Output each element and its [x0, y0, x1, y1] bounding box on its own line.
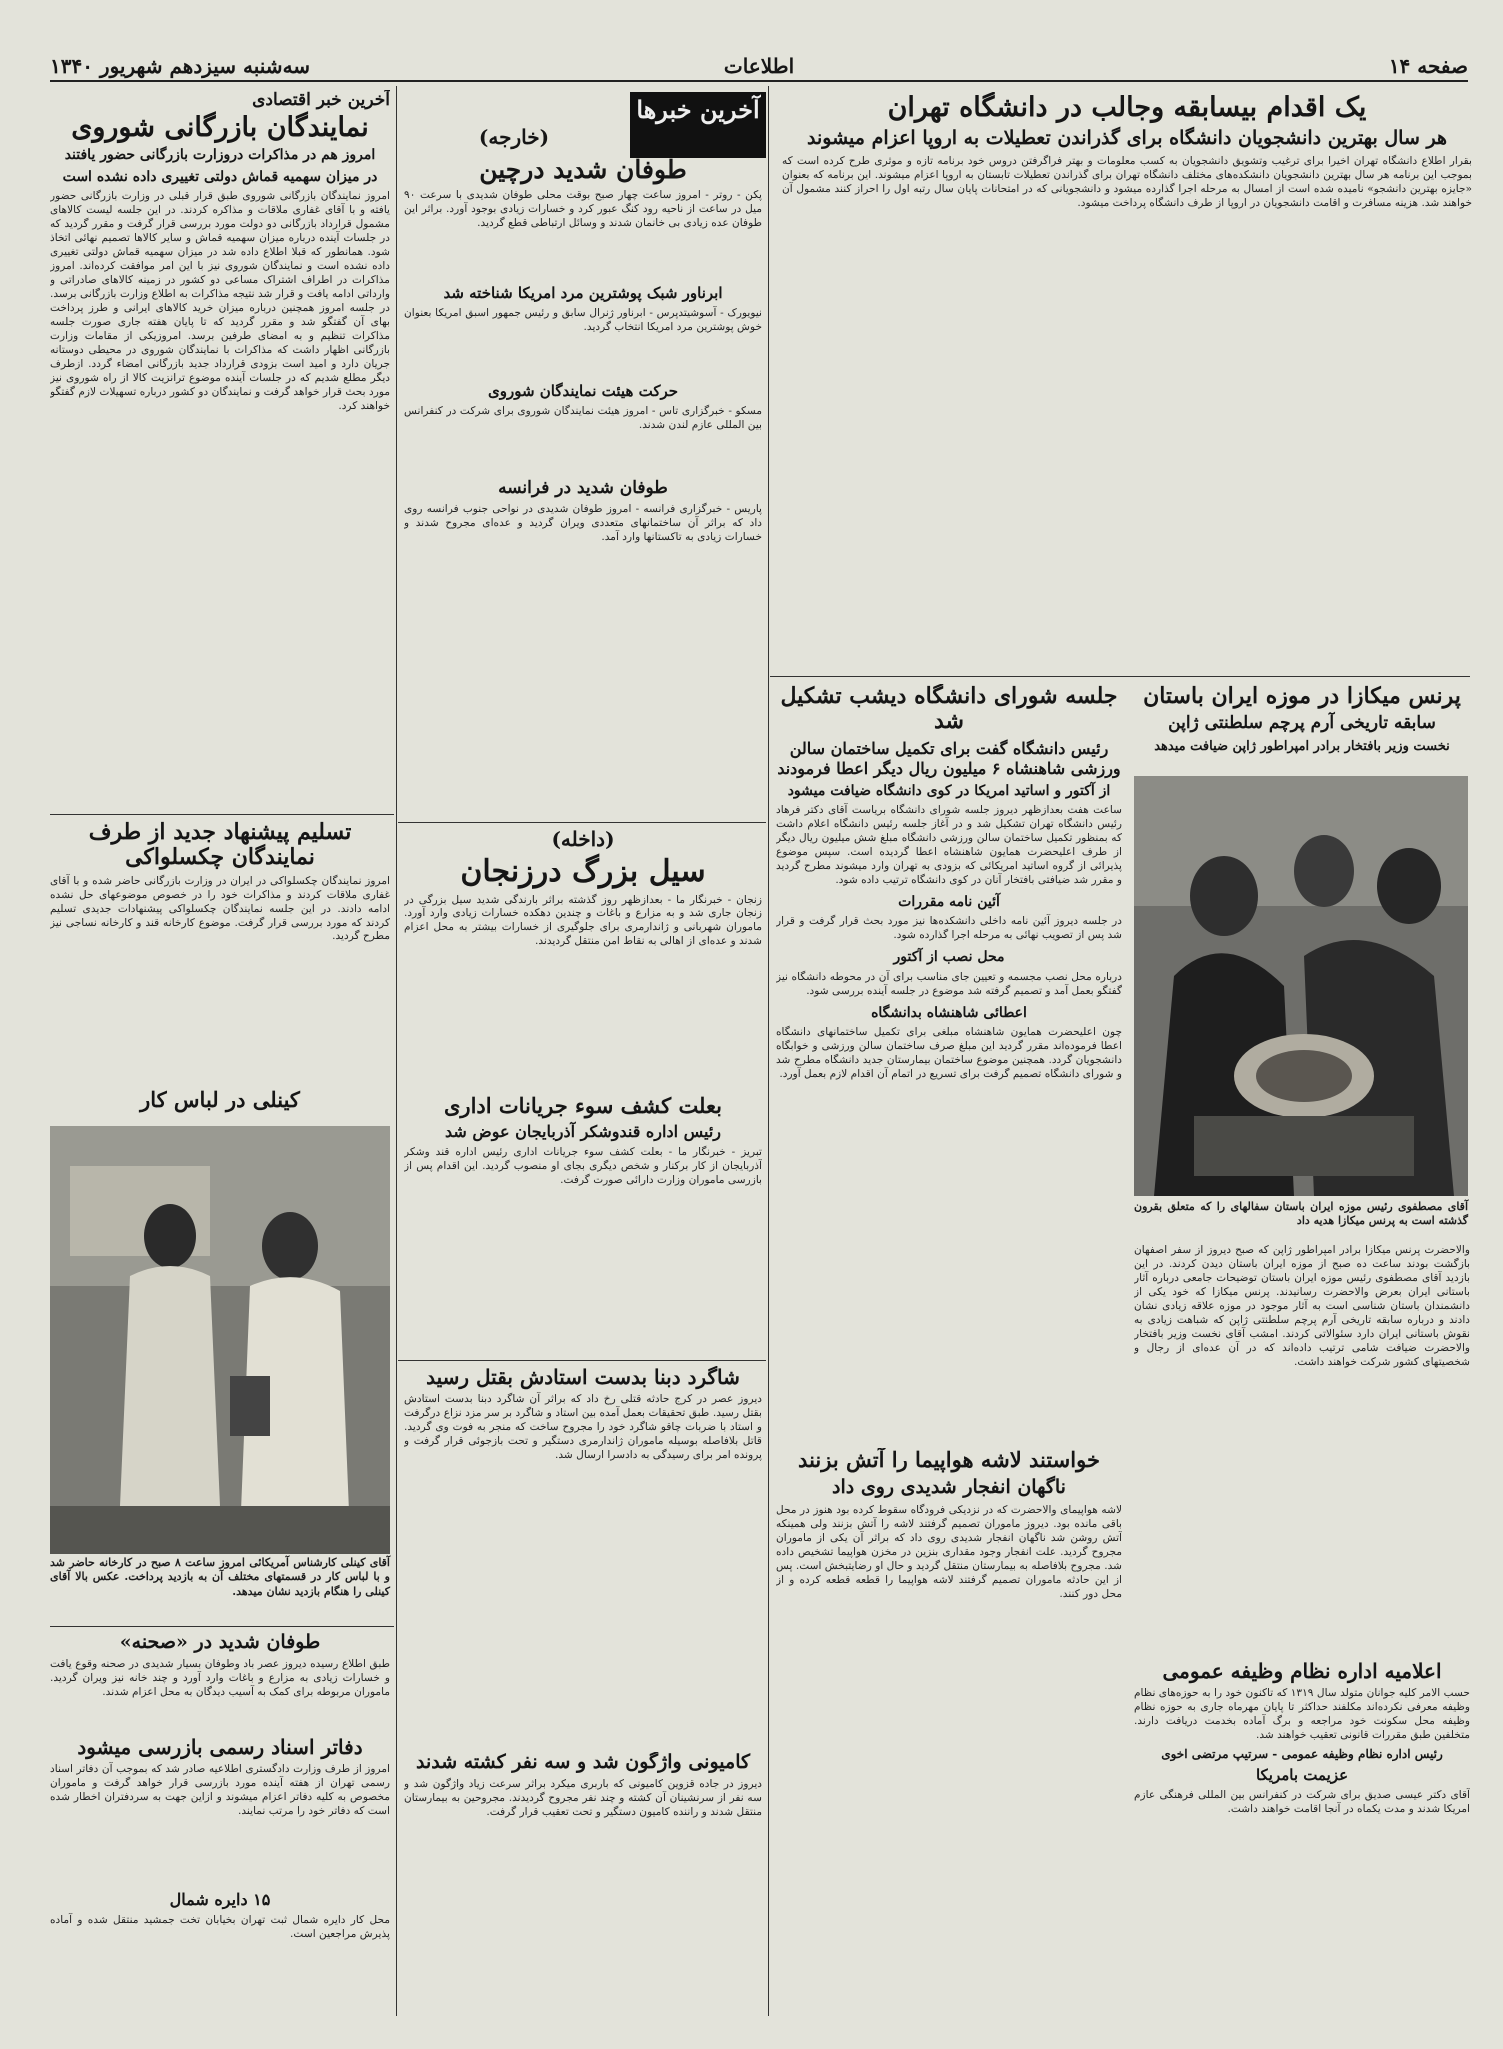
kinley-photo-caption: آقای کینلی کارشناس آمریکائی امروز ساعت ۸ صبح در کارخانه حاضر شد و با لباس کار در قسمتهای مختلف آن به بازدید پرداخت. عکس بالا آقای کینلی را هنگام بازدید نشان میدهد.	[50, 1556, 390, 1598]
prince-headline: پرنس میکازا در موزه ایران باستان	[1143, 684, 1461, 709]
article-plane-wreck	[776, 1448, 1122, 1968]
truck-body: دیروز در جاده قزوین کامیونی که باربری میکرد براثر سرعت زیاد واژگون شد و سه نفر از سرنشینان آن کشته و چند نفر مجروح گردیدند. مجروحین به بیمارستان منتقل شدند و راننده کامیون دستگیر و تحت تعقیب قرار گرفت.	[404, 1777, 762, 1818]
council-subhead-2: از آکتور و اساتید امریکا در کوی دانشگاه ضیافت میشود	[787, 782, 1111, 799]
notary-body: امروز از طرف وزارت دادگستری اطلاعیه صادر شد که بموجب آن دفاتر اسناد رسمی تهران از هفته آینده مورد بازرسی قرار خواهد گرفت و ماموران مخصوص به کلیه دفاتر اعزام میشوند و ازاین جهت به سردفتران اخطار شده است که دفاتر خود را مرتب نمایند.	[50, 1763, 390, 1817]
article-truck-accident	[404, 1752, 762, 1968]
column-divider-right	[768, 86, 769, 2016]
council-subhead: رئیس دانشگاه گفت برای تکمیل ساختمان سالن ورزشی شاهنشاه ۶ میلیون ریال دیگر اعطا فرمودند	[777, 738, 1121, 778]
article-university-subhead: هر سال بهترین دانشجویان دانشگاه برای گذراندن تعطیلات به اروپا اعزام میشوند	[807, 127, 1447, 150]
plane-headline: خواستند لاشه هواپیما را آتش بزنند	[798, 1448, 1100, 1472]
conscription-signature: رئیس اداره نظام وظیفه عمومی - سرتیپ مرتضی اخوی	[1161, 1746, 1443, 1761]
council-section-grant: اعطائی شاهنشاه بدانشگاه	[871, 1004, 1027, 1021]
article-sugar-office	[404, 1094, 762, 1354]
conscription-body: حسب الامر کلیه جوانان متولد سال ۱۳۱۹ که تاکنون خود را به حوزه‌های نظام وظیفه معرفی نکرده‌اند مکلفند حداکثر تا پایان مهرماه جاری به حوزه نظام وظیفه محل سکونت خود مراجعه و برگ آماده بخدمت دریافت دارند. متخلفین طبق مقررات قانونی تعقیب خواهند شد.	[1134, 1687, 1470, 1741]
council-regulations-body: در جلسه دیروز آئین نامه داخلی دانشکده‌ها نیز مورد بحث قرار گرفت و قرار شد پس از تصویب نهائی به مرحله اجرا گذارده شود.	[776, 915, 1122, 942]
travel-headline: عزیمت بامریکا	[1255, 1765, 1349, 1784]
column-divider-left	[396, 86, 397, 2016]
czech-body: امروز نمایندگان چکسلواکی در ایران در وزارت بازرگانی حاضر شده و با آقای غفاری ملاقات کردند و مذاکرات خود را در خصوص موضوعهای حل نشده ادامه دادند. در این جلسه نمایندگان چکسلواکی پیشنهادات جدیدی تسلیم کردند که مورد بررسی قرار گرفت. موضوع کارخانه قند و کارخانه نساجی نیز مطرح گردید.	[50, 874, 390, 943]
article-university-council	[776, 684, 1122, 1444]
soviet-delegation-body: مسکو - خبرگزاری تاس - امروز هیئت نمایندگان شوروی برای شرکت در کنفرانس بین المللی عازم لندن شدند.	[404, 404, 762, 431]
eisenhower-body: نیویورک - آسوشیتدپرس - ابرناور ژنرال سابق و رئیس جمهور اسبق امریکا بعنوان خوش پوشترین مرد امریکا انتخاب گردید.	[404, 306, 762, 333]
zanjan-flood-headline: سیل بزرگ درزنجان	[460, 854, 706, 889]
france-storm-body: پاریس - خبرگزاری فرانسه - امروز طوفان شدیدی در نواحی جنوب فرانسه روی داد که براثر آن ساختمانهای متعددی ویران گردید و عده‌ای مجروح شدند و خسارات زیادی به تاکستانها وارد آمد.	[404, 503, 762, 544]
article-university-headline: یک اقدام بیسابقه وجالب در دانشگاه تهران	[887, 92, 1367, 123]
conscription-headline: اعلامیه اداره نظام وظیفه عمومی	[1162, 1660, 1442, 1683]
masthead	[50, 52, 1468, 82]
foreign-section-label-block	[404, 92, 624, 156]
article-soviet-trade	[50, 90, 390, 810]
article-soviet-delegation	[404, 382, 762, 472]
section-foreign: (خارجه)	[478, 125, 550, 149]
divider	[770, 676, 1470, 677]
article-notary-inspection	[50, 1736, 390, 1886]
section-domestic: (داخله)	[551, 828, 615, 851]
divider	[50, 814, 394, 815]
plane-subhead: ناگهان انفجار شدیدی روی داد	[832, 1476, 1066, 1499]
soviet-trade-subhead-2: در میزان سهمیه قماش دولتی تغییری داده نشده است	[62, 168, 378, 185]
kinley-title-block	[50, 1088, 390, 1122]
council-headline: جلسه شورای دانشگاه دیشب تشکیل شد	[780, 684, 1118, 735]
sugar-office-body: تبریز - خبرنگار ما - بعلت کشف سوء جریانات اداری رئیس اداره قند وشکر آذربایجان از کار برکنار و شخص دیگری بجای او منصوب گردید. این اقدام پس از بازرسی ماموران وزارت دارائی صورت گرفت.	[404, 1146, 762, 1187]
eisenhower-headline: ابرناور شبک پوشترین مرد امریکا شناخته شد	[443, 284, 723, 302]
sahneh-body: طبق اطلاع رسیده دیروز عصر باد وطوفان بسیار شدیدی در صحنه وقوع یافت و خسارات زیادی به مزارع و باغات وارد آورد و چند خانه نیز ویران گردید. ماموران مربوطه برای کمک به آسیب دیدگان به محل اعزام شدند.	[50, 1657, 390, 1698]
article-eisenhower	[404, 284, 762, 376]
article-france-storm	[404, 478, 762, 818]
issue-date: سه‌شنبه سیزدهم شهریور ۱۳۴۰	[50, 54, 311, 78]
article-north-registry	[50, 1890, 390, 1968]
kinley-photo-image	[50, 1126, 390, 1554]
prince-museum-photo	[1134, 776, 1468, 1196]
article-zanjan-flood	[404, 828, 762, 1088]
council-section-install: محل نصب از آکتور	[893, 949, 1005, 966]
truck-headline: کامیونی واژگون شد و سه نفر کشته شدند	[415, 1752, 751, 1773]
divider	[398, 822, 766, 823]
article-czech-proposal	[50, 820, 390, 1084]
france-storm-headline: طوفان شدید در فرانسه	[498, 478, 668, 498]
prince-subhead-2: نخست وزیر بافتخار برادر امپراطور ژاپن ضیافت میدهد	[1154, 738, 1450, 754]
article-university-body: بقرار اطلاع دانشگاه تهران اخیرا برای ترغیب وتشویق دانشجویان به کسب معلومات و بهتر فراگرفتن دروس خود برنامه تازه و موثری طرح کرده است که بموجب این برنامه هر سال بهترین دانشجویان دانشکده‌های مختلف دانشگاه تهران برای گذراندن تعطیلات تابستان به اروپا اعزام میشوند. این برنامه که بعنوان «جایزه بهترین دانشجو» نامیده شده است از امسال به مرحله اجرا گذارده میشود و دانشجویانی که در امتحانات پایان سال رتبه اول را احراز کنند مشمول آن خواهند شد. هزینه مسافرت و اقامت دانشجویان در اروپا از طرف دانشگاه پرداخت میشود.	[782, 154, 1472, 209]
page-number: صفحه ۱۴	[1388, 54, 1468, 78]
china-storm-body: پکن - روتر - امروز ساعت چهار صبح بوقت محلی طوفان شدیدی با سرعت ۹۰ میل در ساعت از ناحیه رود کنگ عبور کرد و خسارات زیادی بوجود آورد. براثر این طوفان عده زیادی بی خانمان شدند و وسائل ارتباطی قطع گردید.	[404, 188, 762, 229]
article-conscription	[1134, 1660, 1470, 1970]
sahneh-headline: طوفان شدید در «صحنه»	[119, 1632, 321, 1653]
north-registry-headline: ۱۵ دایره شمال	[169, 1890, 271, 1909]
council-body: ساعت هفت بعدازظهر دیروز جلسه شورای دانشگاه بریاست آقای دکتر فرهاد رئیس دانشگاه تهران تشکیل شد و در آغاز جلسه رئیس دانشگاه اعلام داشت که بمنظور تکمیل ساختمان سالن ورزشی دانشگاه مبلغ شش میلیون ریال دیگر از طرف اعلیحضرت همایون شاهنشاه اعطا گردیده است. سپس موضوع پذیرائی از گروه اساتید امریکائی که بزودی به تهران وارد میشوند مطرح گردید و مقرر شد ضیافتی بافتخار آنان در کوی دانشگاه ترتیب داده شود.	[776, 804, 1122, 886]
kinley-photo	[50, 1126, 390, 1554]
notary-headline: دفاتر اسناد رسمی بازرسی میشود	[77, 1736, 363, 1759]
prince-body-text: والاحضرت پرنس میکازا برادر امپراطور ژاپن که صبح دیروز از سفر اصفهان بازگشت بودند ساعت ده صبح از موزه ایران باستان دیدن کردند. در این بازدید آقای مصطفوی رئیس موزه ایران باستان توضیحات جامعی درباره آثار باستانی ایران بعرض والاحضرت رسانیدند. پرنس میکازا که خود یکی از دانشمندان باستان شناسی است به آثار موجود در موزه علاقه زیادی نشان دادند و درباره سابقه تاریخی آرم پرچم سلطنتی ژاپن که شباهت زیادی به نقوش باستانی ایران دارد سئوالاتی کردند. امشب آقای نخست وزیر بافتخار والاحضرت ضیافت شامی ترتیب داده‌اند که در آن عده‌ای از رجال و شخصیتهای کشور شرکت خواهند داشت.	[1134, 1244, 1470, 1368]
council-install-body: درباره محل نصب مجسمه و تعیین جای مناسب برای آن در محوطه دانشگاه نیز گفتگو بعمل آمد و تصمیم گرفته شد موضوع در جلسه آینده بررسی شود.	[776, 970, 1122, 997]
sugar-office-headline: بعلت کشف سوء جریانات اداری	[443, 1094, 722, 1118]
article-china-storm	[404, 156, 762, 276]
soviet-delegation-headline: حرکت هیئت نمایندگان شوروی	[487, 382, 679, 400]
prince-photo-caption: آقای مصطفوی رئیس موزه ایران باستان سفالهای را که متعلق بقرون گذشته است به پرنس میکازا هدیه داد	[1134, 1200, 1468, 1228]
zanjan-flood-body: زنجان - خبرنگار ما - بعدازظهر روز گذشته براثر بارندگی شدید سیل بزرگی در زنجان جاری شد و به مزارع و باغات و چندین دهکده خسارات زیادی وارد آورد. ماموران شهربانی و ژاندارمری برای جلوگیری از خسارات بیشتر به محل اعزام شدند و عده‌ای از اهالی به نقاط امن منتقل گردیدند.	[404, 893, 762, 948]
council-section-regulations: آئین نامه مقررات	[898, 893, 1000, 910]
soviet-trade-body: امروز نمایندگان بازرگانی شوروی طبق قرار قبلی در وزارت بازرگانی حضور یافته و با آقای غفاری ملاقات و مذاکره کردند. در این جلسه لیست کالاهای مشمول قرارداد بازرگانی دو دولت مورد بررسی قرار گرفت و مقرر گردید که در جلسات آینده درباره میزان سهمیه قماش و سایر کالاها تصمیم نهائی اتخاذ شود. همانطور که قبلا اطلاع داده شد در میزان سهمیه قماش دولتی تغییری داده نشده است و نمایندگان شوروی نیز با این امر موافقت کرده‌اند. امروز مذاکرات در اطراف اشتراک مساعی دو کشور در زمینه کالاهای صادراتی و وارداتی ادامه یافت و قرار شد نتیجه مذاکرات به اطلاع وزارت بازرگانی برسد. در جلسه امروز همچنین درباره میزان خرید کالاهای ایرانی و طرز پرداخت بهای آن گفتگو شد و مقرر گردید که تا پایان هفته جاری صورت جلسه مذاکرات تنظیم و به امضای طرفین برسد. امروزیکی از مقامات وزارت بازرگانی اظهار داشت که مذاکرات با نمایندگان شوروی در محیطی دوستانه جریان دارد و امید است بزودی قرارداد جدید بازرگانی امضاء گردد. ازطرف دیگر مطلع شدیم که در جلسات آینده موضوع ترانزیت کالا از راه شوروی نیز مورد بحث قرار خواهد گرفت و نمایندگان دو کشور درباره تسهیلات لازم گفتگو خواهند کرد.	[50, 190, 390, 412]
north-registry-body: محل کار دایره شمال ثبت تهران بخیابان تخت جمشید منتقل شده و آماده پذیرش مراجعین است.	[50, 1914, 390, 1940]
soviet-trade-kicker: آخرین خبر اقتصادی	[252, 90, 390, 110]
china-storm-headline: طوفان شدید درچین	[479, 156, 687, 184]
kinley-photo-title: کینلی در لباس کار	[140, 1088, 300, 1112]
article-sahneh-storm	[50, 1632, 390, 1732]
murder-headline: شاگرد دبنا بدست استادش بقتل رسید	[426, 1366, 740, 1389]
council-grant-body: چون اعلیحضرت همایون شاهنشاه مبلغی برای تکمیل ساختمانهای دانشگاه اعطا فرموده‌اند مقرر گردید این مبلغ صرف ساختمان سالن ورزشی و خوابگاه دانشجویان گردد. همچنین موضوع ساختمان بیمارستان جدید دانشگاه مطرح شد و شورای دانشگاه تصمیم گرفت برای تسریع در اتمام آن اقدام لازم بعمل آورد.	[776, 1026, 1122, 1081]
article-university	[782, 92, 1472, 672]
article-apprentice-murder	[404, 1366, 762, 1746]
soviet-trade-headline: نمایندگان بازرگانی شوروی	[71, 112, 369, 143]
latest-news-badge: آخرین خبرها	[630, 92, 766, 158]
prince-photo-image	[1134, 776, 1468, 1196]
divider	[50, 1626, 394, 1627]
sugar-office-subhead: رئیس اداره قندوشکر آذربایجان عوض شد	[444, 1122, 722, 1142]
plane-body: لاشه هواپیمای والاحضرت که در نزدیکی فرودگاه سقوط کرده بود هنوز در محل باقی مانده بود. دیروز ماموران تصمیم گرفتند لاشه را آتش بزنند ولی همینکه آتش روشن شد ناگهان انفجار شدیدی روی داد که براثر آن یکی از ماموران مجروح گردید. علت انفجار وجود مقداری بنزین در مخزن هواپیما تشخیص داده شد. مجروح بلافاصله به بیمارستان منتقل گردید و حال او رضایتبخش است. پس از این حادثه ماموران تصمیم گرفتند لاشه هواپیما را قطعه قطعه کرده و از محل دور کنند.	[776, 1503, 1122, 1600]
prince-article-body	[1134, 1244, 1470, 1654]
murder-body: دیروز عصر در کرج حادثه قتلی رخ داد که براثر آن شاگرد دبنا بدست استادش بقتل رسید. طبق تحقیقات بعمل آمده بین استاد و شاگرد بر سر مزد نزاع درگرفت و استاد با ضربات چاقو شاگرد خود را مجروح ساخت که منجر به فوت وی گردید. قاتل بلافاصله بوسیله ماموران ژاندارمری دستگیر و تحت بازجوئی قرار گرفت و پرونده امر برای رسیدگی به دادسرا ارسال شد.	[404, 1393, 762, 1461]
prince-subhead: سابقه تاریخی آرم پرچم سلطنتی ژاپن	[1168, 713, 1436, 734]
soviet-trade-subhead: امروز هم در مذاکرات دروزارت بازرگانی حضور یافتند	[64, 147, 376, 164]
travel-body: آقای دکتر عیسی صدیق برای شرکت در کنفرانس بین المللی فرهنگی عازم امریکا شدند و مدت یکماه در آنجا اقامت خواهند داشت.	[1134, 1788, 1470, 1815]
paper-name: اطلاعات	[723, 54, 795, 78]
czech-headline: تسلیم پیشنهاد جدید از طرف نمایندگان چکسلواکی	[88, 820, 352, 871]
divider	[398, 1360, 766, 1361]
